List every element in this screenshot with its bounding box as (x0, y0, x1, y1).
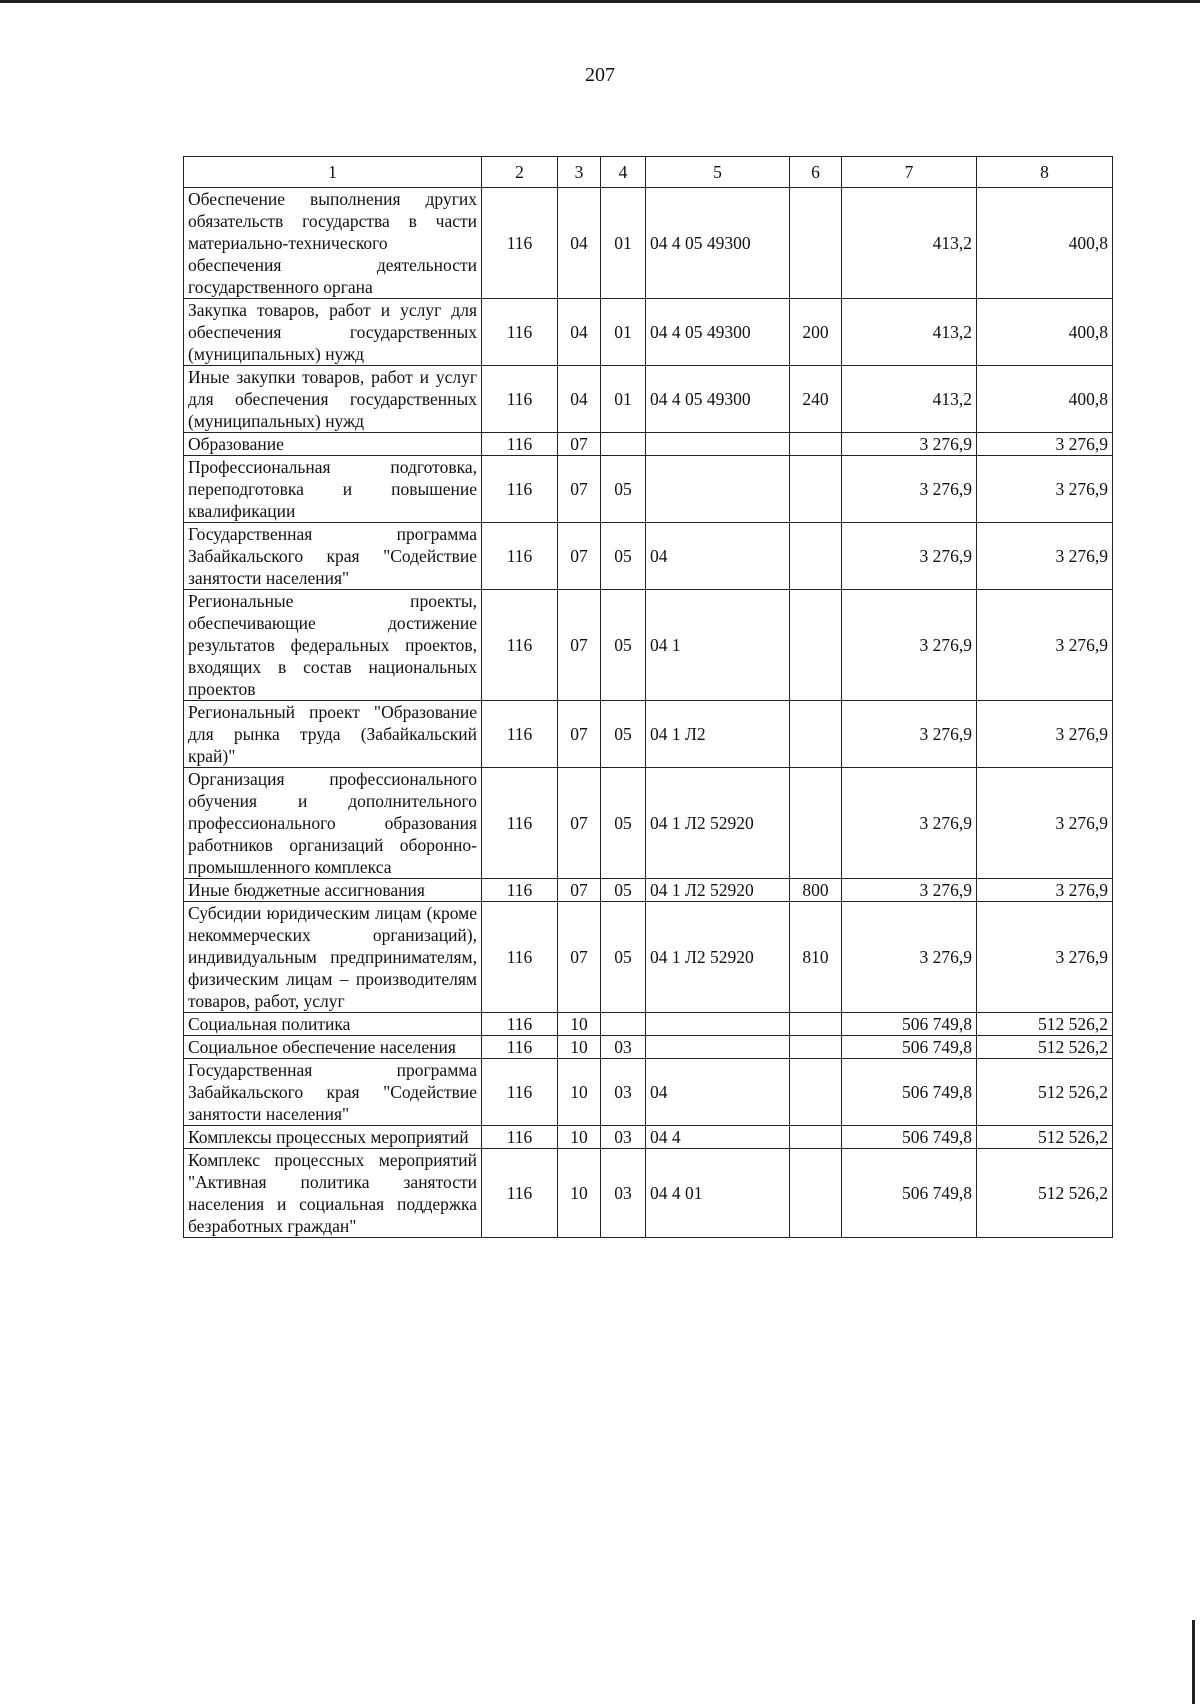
target-article-cell: 04 4 (646, 1126, 790, 1149)
header-cell: 3 (558, 157, 601, 188)
item-name-cell: Организация профессионального обучения и дополнительного профессионального образования работников организаций оборонно-промышленного комплекса (184, 768, 482, 879)
amount-col8-cell: 512 526,2 (977, 1126, 1113, 1149)
item-name-cell: Комплекс процессных мероприятий "Активная политика занятости населения и социальная поддержка безработных граждан" (184, 1149, 482, 1238)
table-row (184, 366, 1113, 433)
scan-edge-mark (1192, 1620, 1195, 1704)
table-row (184, 590, 1113, 701)
section-cell: 07 (558, 433, 601, 456)
subsection-cell: 05 (601, 768, 646, 879)
table-row (184, 1013, 1113, 1036)
target-article-cell: 04 1 Л2 52920 (646, 902, 790, 1013)
subsection-cell: 03 (601, 1036, 646, 1059)
expense-type-cell (790, 1036, 842, 1059)
amount-col7-cell: 3 276,9 (842, 701, 977, 768)
ministry-code-cell: 116 (482, 768, 558, 879)
subsection-cell (601, 433, 646, 456)
ministry-code-cell: 116 (482, 902, 558, 1013)
section-cell: 07 (558, 902, 601, 1013)
table-row (184, 456, 1113, 523)
section-cell: 07 (558, 768, 601, 879)
target-article-cell: 04 4 05 49300 (646, 366, 790, 433)
subsection-cell: 05 (601, 590, 646, 701)
section-cell: 04 (558, 299, 601, 366)
section-cell: 07 (558, 701, 601, 768)
budget-table (183, 156, 1113, 1238)
amount-col8-cell: 512 526,2 (977, 1059, 1113, 1126)
amount-col7-cell: 506 749,8 (842, 1036, 977, 1059)
expense-type-cell: 810 (790, 902, 842, 1013)
expense-type-cell (790, 590, 842, 701)
target-article-cell: 04 4 05 49300 (646, 188, 790, 299)
item-name-cell: Комплексы процессных мероприятий (184, 1126, 482, 1149)
item-name-cell: Обеспечение выполнения других обязательств государства в части материально-технического обеспечения деятельности государственного органа (184, 188, 482, 299)
item-name-cell: Государственная программа Забайкальского края "Содействие занятости населения" (184, 523, 482, 590)
amount-col7-cell: 3 276,9 (842, 456, 977, 523)
subsection-cell: 05 (601, 701, 646, 768)
item-name-cell: Закупка товаров, работ и услуг для обеспечения государственных (муниципальных) нужд (184, 299, 482, 366)
amount-col8-cell: 512 526,2 (977, 1013, 1113, 1036)
amount-col7-cell: 506 749,8 (842, 1149, 977, 1238)
target-article-cell: 04 (646, 523, 790, 590)
amount-col7-cell: 413,2 (842, 299, 977, 366)
ministry-code-cell: 116 (482, 590, 558, 701)
expense-type-cell: 800 (790, 879, 842, 902)
expense-type-cell (790, 1059, 842, 1126)
target-article-cell: 04 (646, 1059, 790, 1126)
section-cell: 10 (558, 1126, 601, 1149)
amount-col8-cell: 3 276,9 (977, 879, 1113, 902)
expense-type-cell (790, 701, 842, 768)
subsection-cell: 05 (601, 902, 646, 1013)
header-cell: 1 (184, 157, 482, 188)
item-name-cell: Субсидии юридическим лицам (кроме некоммерческих организаций), индивидуальным предпринимателям, физическим лицам – производителям товаров, работ, услуг (184, 902, 482, 1013)
item-name-cell: Иные бюджетные ассигнования (184, 879, 482, 902)
amount-col7-cell: 3 276,9 (842, 879, 977, 902)
amount-col8-cell: 512 526,2 (977, 1036, 1113, 1059)
section-cell: 10 (558, 1149, 601, 1238)
ministry-code-cell: 116 (482, 433, 558, 456)
table-row (184, 701, 1113, 768)
item-name-cell: Иные закупки товаров, работ и услуг для обеспечения государственных (муниципальных) нужд (184, 366, 482, 433)
subsection-cell: 03 (601, 1059, 646, 1126)
target-article-cell: 04 1 (646, 590, 790, 701)
table-row (184, 879, 1113, 902)
expense-type-cell (790, 188, 842, 299)
table-row (184, 768, 1113, 879)
target-article-cell: 04 1 Л2 (646, 701, 790, 768)
subsection-cell: 05 (601, 879, 646, 902)
item-name-cell: Профессиональная подготовка, переподготовка и повышение квалификации (184, 456, 482, 523)
target-article-cell (646, 1036, 790, 1059)
ministry-code-cell: 116 (482, 299, 558, 366)
ministry-code-cell: 116 (482, 1013, 558, 1036)
expense-type-cell (790, 1149, 842, 1238)
amount-col7-cell: 3 276,9 (842, 902, 977, 1013)
target-article-cell: 04 1 Л2 52920 (646, 879, 790, 902)
expense-type-cell: 240 (790, 366, 842, 433)
subsection-cell: 03 (601, 1126, 646, 1149)
header-cell: 2 (482, 157, 558, 188)
table-row (184, 433, 1113, 456)
amount-col8-cell: 3 276,9 (977, 902, 1113, 1013)
subsection-cell: 01 (601, 366, 646, 433)
header-cell: 8 (977, 157, 1113, 188)
ministry-code-cell: 116 (482, 879, 558, 902)
target-article-cell (646, 433, 790, 456)
ministry-code-cell: 116 (482, 1059, 558, 1126)
page-number: 207 (585, 64, 615, 86)
subsection-cell: 05 (601, 456, 646, 523)
section-cell: 07 (558, 523, 601, 590)
item-name-cell: Региональные проекты, обеспечивающие достижение результатов федеральных проектов, входящих в состав национальных проектов (184, 590, 482, 701)
ministry-code-cell: 116 (482, 188, 558, 299)
amount-col7-cell: 413,2 (842, 366, 977, 433)
header-cell: 6 (790, 157, 842, 188)
section-cell: 10 (558, 1059, 601, 1126)
amount-col7-cell: 3 276,9 (842, 523, 977, 590)
table-row (184, 1126, 1113, 1149)
ministry-code-cell: 116 (482, 456, 558, 523)
amount-col8-cell: 3 276,9 (977, 433, 1113, 456)
header-cell: 5 (646, 157, 790, 188)
amount-col8-cell: 400,8 (977, 188, 1113, 299)
table-row (184, 902, 1113, 1013)
section-cell: 10 (558, 1013, 601, 1036)
amount-col8-cell: 3 276,9 (977, 456, 1113, 523)
target-article-cell: 04 4 01 (646, 1149, 790, 1238)
expense-type-cell (790, 523, 842, 590)
table-row (184, 1149, 1113, 1238)
subsection-cell: 03 (601, 1149, 646, 1238)
expense-type-cell (790, 768, 842, 879)
ministry-code-cell: 116 (482, 701, 558, 768)
target-article-cell: 04 4 05 49300 (646, 299, 790, 366)
section-cell: 07 (558, 590, 601, 701)
amount-col8-cell: 3 276,9 (977, 768, 1113, 879)
amount-col8-cell: 400,8 (977, 366, 1113, 433)
target-article-cell (646, 456, 790, 523)
expense-type-cell (790, 456, 842, 523)
amount-col7-cell: 506 749,8 (842, 1126, 977, 1149)
subsection-cell (601, 1013, 646, 1036)
table-row (184, 299, 1113, 366)
section-cell: 04 (558, 366, 601, 433)
expense-type-cell (790, 1126, 842, 1149)
target-article-cell: 04 1 Л2 52920 (646, 768, 790, 879)
table-row (184, 1036, 1113, 1059)
amount-col8-cell: 3 276,9 (977, 523, 1113, 590)
ministry-code-cell: 116 (482, 523, 558, 590)
header-row (184, 157, 1113, 188)
amount-col8-cell: 3 276,9 (977, 590, 1113, 701)
item-name-cell: Социальная политика (184, 1013, 482, 1036)
item-name-cell: Социальное обеспечение населения (184, 1036, 482, 1059)
amount-col8-cell: 512 526,2 (977, 1149, 1113, 1238)
ministry-code-cell: 116 (482, 1149, 558, 1238)
ministry-code-cell: 116 (482, 1036, 558, 1059)
section-cell: 04 (558, 188, 601, 299)
subsection-cell: 01 (601, 299, 646, 366)
header-cell: 4 (601, 157, 646, 188)
top-border-line (0, 0, 1200, 3)
item-name-cell: Государственная программа Забайкальского края "Содействие занятости населения" (184, 1059, 482, 1126)
table-row (184, 188, 1113, 299)
amount-col7-cell: 3 276,9 (842, 590, 977, 701)
section-cell: 10 (558, 1036, 601, 1059)
item-name-cell: Образование (184, 433, 482, 456)
ministry-code-cell: 116 (482, 1126, 558, 1149)
table-row (184, 1059, 1113, 1126)
amount-col8-cell: 400,8 (977, 299, 1113, 366)
header-cell: 7 (842, 157, 977, 188)
expense-type-cell (790, 1013, 842, 1036)
ministry-code-cell: 116 (482, 366, 558, 433)
target-article-cell (646, 1013, 790, 1036)
expense-type-cell (790, 433, 842, 456)
subsection-cell: 05 (601, 523, 646, 590)
amount-col7-cell: 506 749,8 (842, 1013, 977, 1036)
amount-col8-cell: 3 276,9 (977, 701, 1113, 768)
amount-col7-cell: 3 276,9 (842, 433, 977, 456)
item-name-cell: Региональный проект "Образование для рынка труда (Забайкальский край)" (184, 701, 482, 768)
table-row (184, 523, 1113, 590)
amount-col7-cell: 3 276,9 (842, 768, 977, 879)
subsection-cell: 01 (601, 188, 646, 299)
amount-col7-cell: 506 749,8 (842, 1059, 977, 1126)
section-cell: 07 (558, 456, 601, 523)
expense-type-cell: 200 (790, 299, 842, 366)
amount-col7-cell: 413,2 (842, 188, 977, 299)
section-cell: 07 (558, 879, 601, 902)
